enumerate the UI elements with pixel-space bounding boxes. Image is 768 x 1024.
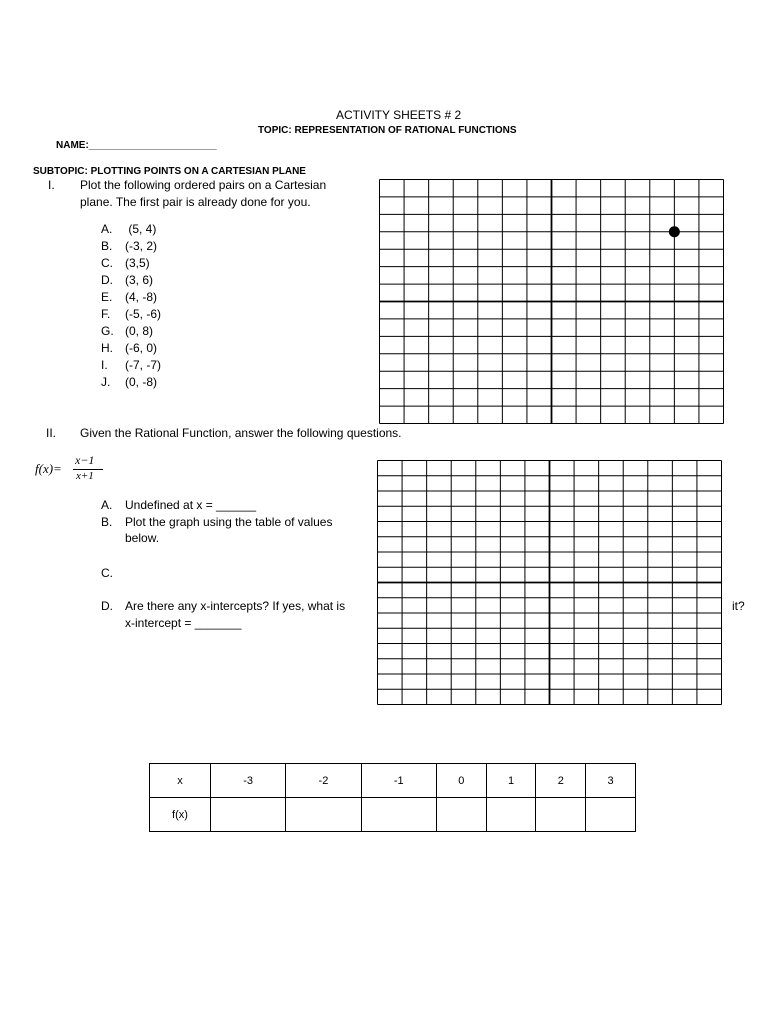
item-value: (5, 4)	[125, 222, 157, 236]
list-item	[101, 290, 157, 304]
table-cell-x: 0	[436, 764, 486, 798]
item-letter: A.	[101, 498, 113, 512]
list-item	[101, 358, 161, 372]
table-cell-x: -2	[286, 764, 361, 798]
question-c	[101, 566, 125, 580]
table-cell-x: -1	[361, 764, 436, 798]
cartesian-grid-2[interactable]	[377, 460, 723, 706]
item-letter: D.	[101, 599, 113, 613]
table-cell-fx[interactable]	[586, 798, 636, 832]
table-cell-fx[interactable]	[211, 798, 286, 832]
item-letter: J.	[101, 375, 111, 389]
item-letter: C.	[101, 256, 113, 270]
item-value: (3, 6)	[125, 273, 154, 287]
table-cell-x: 2	[536, 764, 586, 798]
table-cell-fx[interactable]	[361, 798, 436, 832]
table-cell-fx[interactable]	[436, 798, 486, 832]
item-letter: B.	[101, 515, 113, 529]
function-numerator: x−1	[75, 453, 95, 467]
item-letter: E.	[101, 290, 113, 304]
table-row	[150, 764, 636, 798]
item-value: (-3, 2)	[125, 239, 158, 253]
subtopic-heading: SUBTOPIC: PLOTTING POINTS ON A CARTESIAN PLANE	[33, 166, 306, 177]
list-item	[101, 222, 156, 236]
section1-numeral: I.	[48, 178, 55, 192]
item-value: (4, -8)	[125, 290, 158, 304]
table-of-values	[149, 763, 636, 832]
table-cell-x: 1	[486, 764, 536, 798]
topic-heading: TOPIC: REPRESENTATION OF RATIONAL FUNCTIONS	[258, 125, 517, 136]
table-cell-fx[interactable]	[486, 798, 536, 832]
question-b	[101, 515, 332, 529]
table-cell-x: 3	[586, 764, 636, 798]
question-text: below.	[125, 531, 160, 545]
name-field-label: NAME:_______________________	[56, 140, 217, 151]
section2-instruction: Given the Rational Function, answer the following questions.	[80, 426, 402, 440]
table-cell-fx[interactable]	[536, 798, 586, 832]
question-a	[101, 498, 256, 512]
list-item	[101, 256, 150, 270]
item-letter: I.	[101, 358, 108, 372]
function-lhs: f(x)=	[35, 461, 62, 476]
question-b-continued	[101, 531, 159, 545]
question-d-tail: it?	[732, 599, 745, 613]
item-value: (0, -8)	[125, 375, 158, 389]
item-letter: D.	[101, 273, 113, 287]
function-denominator: x+1	[76, 470, 94, 482]
list-item	[101, 324, 153, 338]
table-header-fx: f(x)	[150, 798, 211, 832]
item-value: (0, 8)	[125, 324, 154, 338]
question-text: Plot the graph using the table of values	[125, 515, 333, 529]
section1-instruction-line2: plane. The first pair is already done for you.	[80, 195, 311, 209]
list-item	[101, 307, 161, 321]
table-cell-x: -3	[211, 764, 286, 798]
question-d	[101, 599, 345, 613]
table-cell-fx[interactable]	[286, 798, 361, 832]
section2-numeral: II.	[46, 426, 57, 440]
cartesian-grid-1[interactable]	[379, 179, 725, 425]
item-letter: F.	[101, 307, 111, 321]
item-letter: B.	[101, 239, 113, 253]
item-value: (-7, -7)	[125, 358, 161, 372]
section1-instruction-line1: Plot the following ordered pairs on a Cartesian	[80, 178, 327, 192]
page-title: ACTIVITY SHEETS # 2	[336, 108, 462, 122]
plotted-point	[669, 226, 680, 237]
item-value: (3,5)	[125, 256, 150, 270]
table-row	[150, 798, 636, 832]
item-letter: C.	[101, 566, 113, 580]
item-value: (-5, -6)	[125, 307, 161, 321]
item-value: (-6, 0)	[125, 341, 158, 355]
x-intercept-blank: x-intercept = _______	[125, 616, 242, 630]
list-item	[101, 239, 157, 253]
item-letter: A.	[101, 222, 113, 236]
table-header-x: x	[150, 764, 211, 798]
list-item	[101, 375, 157, 389]
question-text: Undefined at x = ______	[125, 498, 257, 512]
item-letter: H.	[101, 341, 113, 355]
list-item	[101, 273, 153, 287]
question-text: Are there any x-intercepts? If yes, what is	[125, 599, 346, 613]
item-letter: G.	[101, 324, 114, 338]
list-item	[101, 341, 157, 355]
